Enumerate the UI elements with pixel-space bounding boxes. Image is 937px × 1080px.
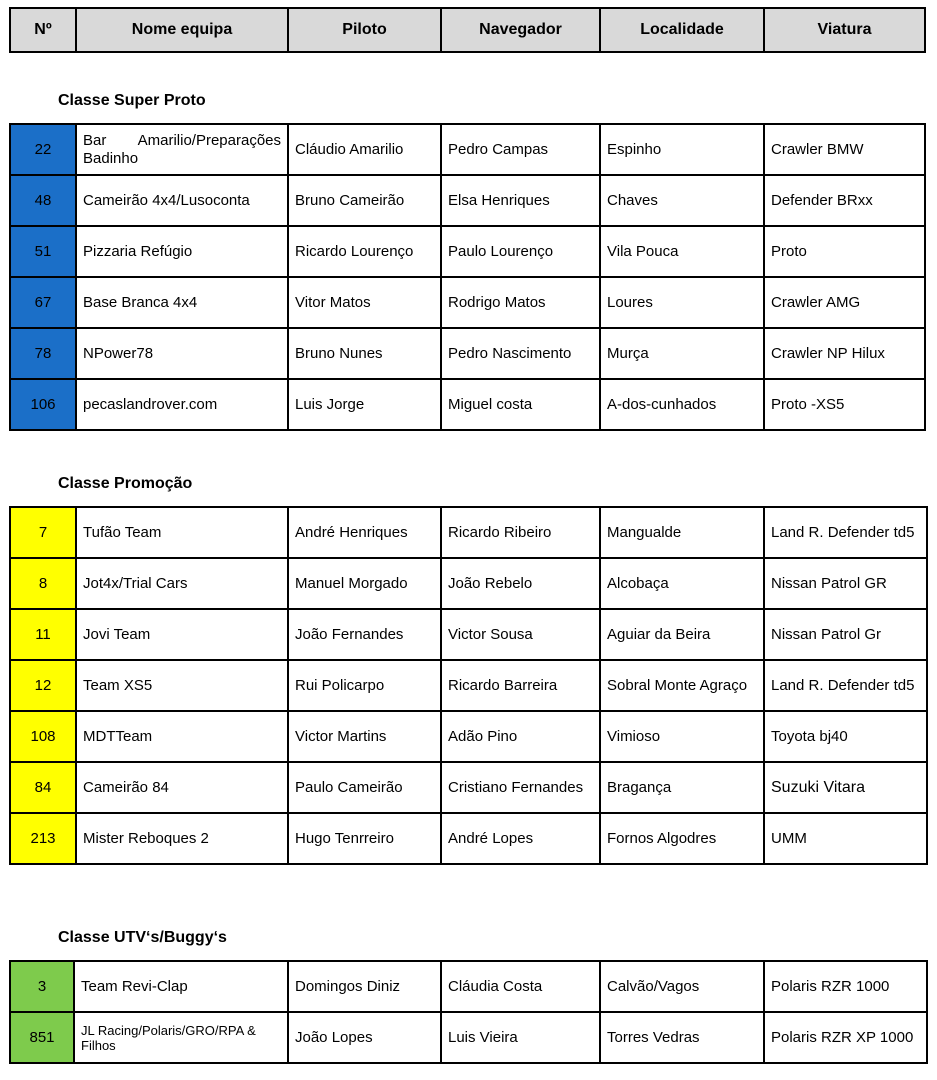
section-title-utv-buggy: Classe UTV‘s/Buggy‘s	[58, 929, 227, 946]
race-number: 3	[10, 961, 74, 1012]
table-row	[10, 507, 927, 558]
vehicle: Crawler BMW	[764, 124, 925, 175]
header-table	[9, 7, 926, 53]
vehicle: UMM	[764, 813, 927, 864]
team-name: Jovi Team	[76, 609, 288, 660]
team-name: Team Revi-Clap	[74, 961, 288, 1012]
table-utv-buggy	[9, 960, 928, 1064]
vehicle: Defender BRxx	[764, 175, 925, 226]
navigator: André Lopes	[441, 813, 600, 864]
vehicle: Polaris RZR XP 1000	[764, 1012, 927, 1063]
vehicle: Crawler AMG	[764, 277, 925, 328]
header-pilot: Piloto	[288, 8, 441, 52]
vehicle: Proto -XS5	[764, 379, 925, 430]
race-number: 22	[10, 124, 76, 175]
navigator: João Rebelo	[441, 558, 600, 609]
vehicle: Suzuki Vitara	[764, 762, 927, 813]
section-title-super-proto: Classe Super Proto	[58, 92, 206, 109]
navigator: Ricardo Ribeiro	[441, 507, 600, 558]
table-row	[10, 813, 927, 864]
race-number: 11	[10, 609, 76, 660]
table-row	[10, 1012, 927, 1063]
pilot: Bruno Nunes	[288, 328, 441, 379]
navigator: Rodrigo Matos	[441, 277, 600, 328]
team-name: Base Branca 4x4	[76, 277, 288, 328]
table-super-proto	[9, 123, 926, 431]
locality: Murça	[600, 328, 764, 379]
locality: Fornos Algodres	[600, 813, 764, 864]
vehicle: Polaris RZR 1000	[764, 961, 927, 1012]
race-number: 78	[10, 328, 76, 379]
vehicle: Crawler NP Hilux	[764, 328, 925, 379]
team-name: Bar Amarilio/Preparações Badinho	[76, 124, 288, 175]
race-number: 48	[10, 175, 76, 226]
locality: Bragança	[600, 762, 764, 813]
navigator: Pedro Campas	[441, 124, 600, 175]
team-name: Mister Reboques 2	[76, 813, 288, 864]
pilot: Cláudio Amarilio	[288, 124, 441, 175]
section-title-promocao: Classe Promoção	[58, 475, 193, 492]
locality: A-dos-cunhados	[600, 379, 764, 430]
navigator: Cristiano Fernandes	[441, 762, 600, 813]
locality: Espinho	[600, 124, 764, 175]
pilot: Hugo Tenrreiro	[288, 813, 441, 864]
pilot: João Fernandes	[288, 609, 441, 660]
race-number: 213	[10, 813, 76, 864]
locality: Vimioso	[600, 711, 764, 762]
locality: Aguiar da Beira	[600, 609, 764, 660]
race-number: 84	[10, 762, 76, 813]
pilot: Vitor Matos	[288, 277, 441, 328]
navigator: Miguel costa	[441, 379, 600, 430]
pilot: Paulo Cameirão	[288, 762, 441, 813]
locality: Torres Vedras	[600, 1012, 764, 1063]
header-vehicle: Viatura	[764, 8, 925, 52]
race-number: 108	[10, 711, 76, 762]
table-row	[10, 175, 925, 226]
race-number: 851	[10, 1012, 74, 1063]
pilot: Domingos Diniz	[288, 961, 441, 1012]
race-number: 51	[10, 226, 76, 277]
header-navigator: Navegador	[441, 8, 600, 52]
team-name: pecaslandrover.com	[76, 379, 288, 430]
navigator: Adão Pino	[441, 711, 600, 762]
table-row	[10, 961, 927, 1012]
pilot: Manuel Morgado	[288, 558, 441, 609]
table-row	[10, 660, 927, 711]
navigator: Luis Vieira	[441, 1012, 600, 1063]
locality: Chaves	[600, 175, 764, 226]
vehicle: Toyota bj40	[764, 711, 927, 762]
vehicle: Land R. Defender td5	[764, 660, 927, 711]
locality: Alcobaça	[600, 558, 764, 609]
team-name: MDTTeam	[76, 711, 288, 762]
table-row	[10, 762, 927, 813]
pilot: Rui Policarpo	[288, 660, 441, 711]
pilot: Luis Jorge	[288, 379, 441, 430]
pilot: Bruno Cameirão	[288, 175, 441, 226]
navigator: Ricardo Barreira	[441, 660, 600, 711]
navigator: Pedro Nascimento	[441, 328, 600, 379]
team-name: Jot4x/Trial Cars	[76, 558, 288, 609]
pilot: André Henriques	[288, 507, 441, 558]
locality: Calvão/Vagos	[600, 961, 764, 1012]
team-name: Cameirão 84	[76, 762, 288, 813]
table-row	[10, 558, 927, 609]
table-row	[10, 124, 925, 175]
race-number: 67	[10, 277, 76, 328]
table-promocao	[9, 506, 928, 865]
table-row	[10, 277, 925, 328]
navigator: Victor Sousa	[441, 609, 600, 660]
race-number: 7	[10, 507, 76, 558]
navigator: Cláudia Costa	[441, 961, 600, 1012]
header-num: Nº	[10, 8, 76, 52]
table-row	[10, 328, 925, 379]
header-team: Nome equipa	[76, 8, 288, 52]
locality: Loures	[600, 277, 764, 328]
locality: Sobral Monte Agraço	[600, 660, 764, 711]
vehicle: Nissan Patrol GR	[764, 558, 927, 609]
team-name: JL Racing/Polaris/GRO/RPA & Filhos	[74, 1012, 288, 1063]
table-row	[10, 711, 927, 762]
locality: Vila Pouca	[600, 226, 764, 277]
team-name: Tufão Team	[76, 507, 288, 558]
vehicle: Land R. Defender td5	[764, 507, 927, 558]
race-number: 12	[10, 660, 76, 711]
race-number: 8	[10, 558, 76, 609]
navigator: Elsa Henriques	[441, 175, 600, 226]
navigator: Paulo Lourenço	[441, 226, 600, 277]
pilot: João Lopes	[288, 1012, 441, 1063]
table-row	[10, 379, 925, 430]
pilot: Victor Martins	[288, 711, 441, 762]
vehicle: Nissan Patrol Gr	[764, 609, 927, 660]
header-locality: Localidade	[600, 8, 764, 52]
team-name: Pizzaria Refúgio	[76, 226, 288, 277]
team-name: NPower78	[76, 328, 288, 379]
team-name: Cameirão 4x4/Lusoconta	[76, 175, 288, 226]
pilot: Ricardo Lourenço	[288, 226, 441, 277]
race-number: 106	[10, 379, 76, 430]
table-row	[10, 609, 927, 660]
team-name: Team XS5	[76, 660, 288, 711]
table-row	[10, 226, 925, 277]
vehicle: Proto	[764, 226, 925, 277]
locality: Mangualde	[600, 507, 764, 558]
